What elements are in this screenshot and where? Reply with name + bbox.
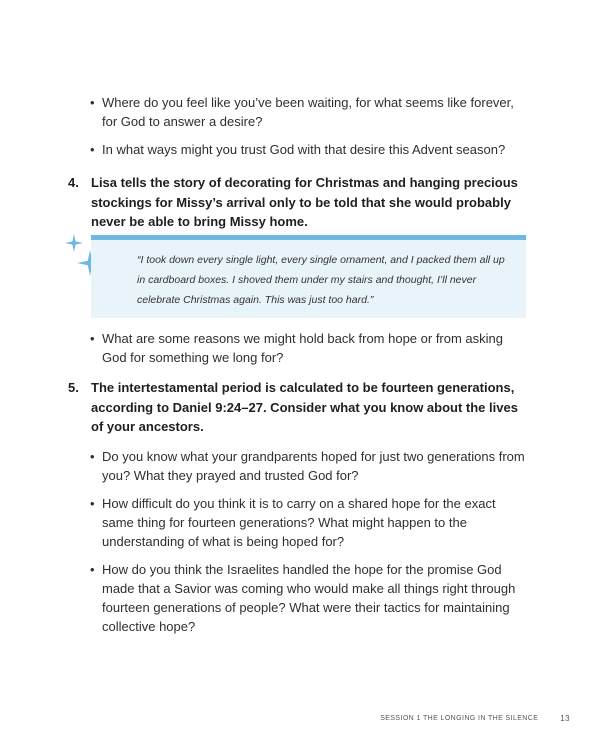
- bullet-text: In what ways might you trust God with that desire this Advent season?: [102, 142, 506, 157]
- bullet-text: Do you know what your grandparents hoped for just two generations from you? What they prayed and trusted God for?: [102, 449, 525, 483]
- pull-quote: [91, 235, 526, 318]
- bullet-icon: •: [90, 95, 95, 110]
- bullet-icon: •: [90, 142, 95, 157]
- bullet-text: How do you think the Israelites handled the hope for the promise God made that a Savior was coming who would make all things right through fourteen generations of people? What were their tactics for maintaining collective hope?: [102, 562, 516, 634]
- quote-text: “I took down every single light, every single ornament, and I packed them all up in cardboard boxes. I shoved them under my stairs and thought, I’ll never celebrate Christmas again. This was just too hard.”: [137, 254, 505, 306]
- list-item: [90, 93, 530, 131]
- page-footer: [380, 714, 570, 723]
- bullet-text: Where do you feel like you’ve been waiting, for what seems like forever, for God to answer a desire?: [102, 95, 514, 129]
- question-number: 4.: [68, 175, 79, 190]
- list-item: [90, 494, 530, 551]
- quote-accent-bar: [91, 235, 526, 240]
- bullet-icon: •: [90, 496, 95, 511]
- bullet-list: [90, 447, 530, 636]
- question-text: The intertestamental period is calculated to be fourteen generations, according to Daniel 9:24–27. Consider what you know about the lives of your ancestors.: [91, 380, 518, 434]
- footer-section-label: SESSION 1 THE LONGING IN THE SILENCE: [380, 715, 539, 722]
- list-item: [90, 447, 530, 485]
- question-number: 5.: [68, 380, 79, 395]
- bullet-icon: •: [90, 562, 95, 577]
- bullet-icon: •: [90, 331, 95, 346]
- bullet-text: What are some reasons we might hold back from hope or from asking God for something we long for?: [102, 331, 504, 365]
- bullet-text: How difficult do you think it is to carry on a shared hope for the exact same thing for fourteen generations? What might happen to the understanding of what is being hoped for?: [102, 496, 496, 549]
- question-text: Lisa tells the story of decorating for Christmas and hanging precious stockings for Missy’s arrival only to be told that she would probably never be able to bring Missy home.: [91, 175, 518, 229]
- question-5: [68, 378, 528, 437]
- list-item: [90, 560, 530, 636]
- bullet-list: [90, 93, 530, 159]
- bullet-icon: •: [90, 449, 95, 464]
- list-item: [90, 329, 530, 367]
- bullet-list: [90, 329, 530, 367]
- question-4: [68, 173, 528, 232]
- page-number: 13: [560, 714, 570, 723]
- list-item: [90, 140, 530, 159]
